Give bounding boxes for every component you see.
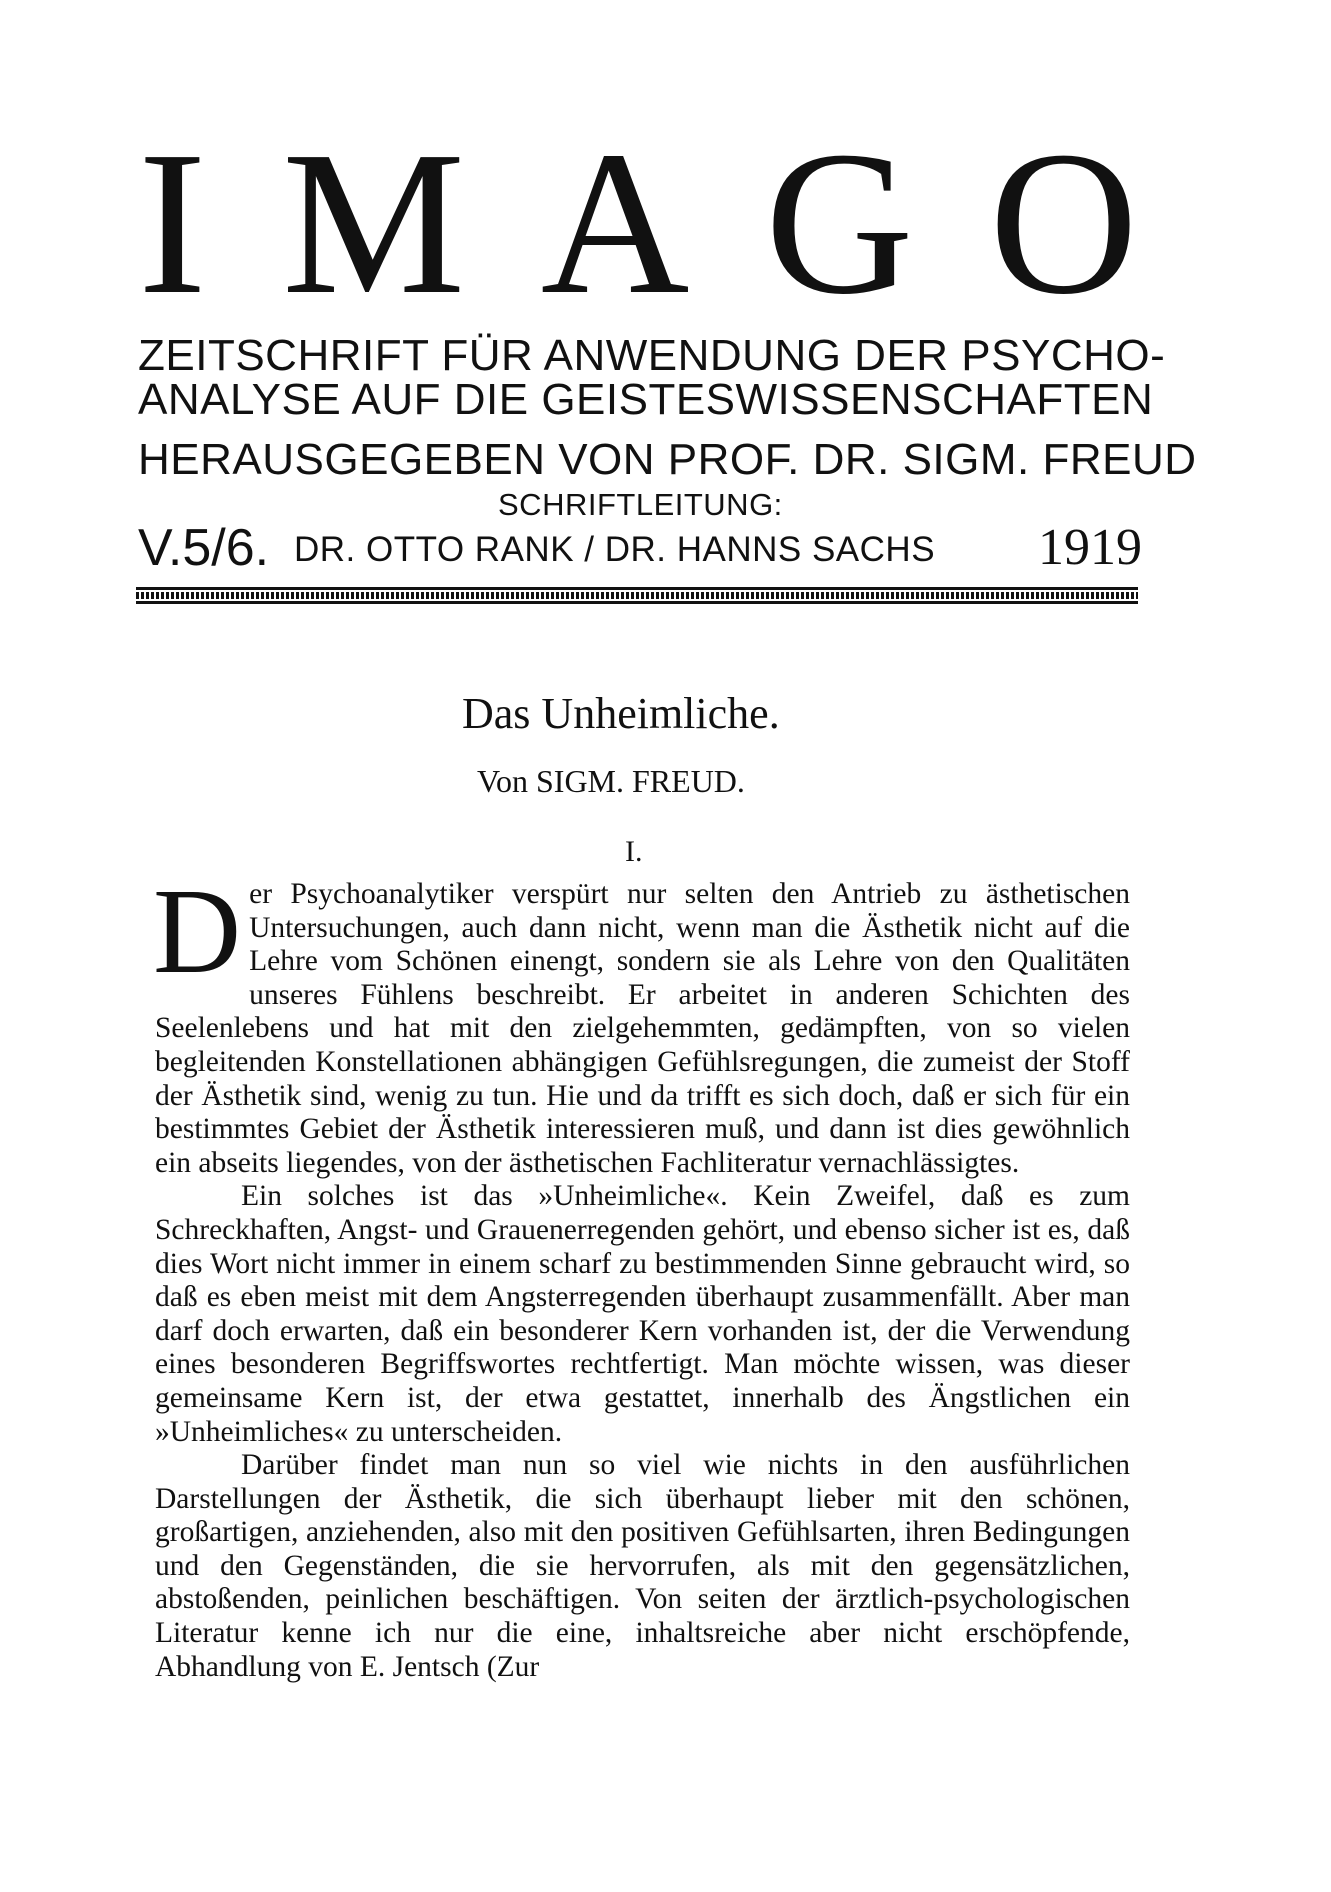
rule-line-bottom xyxy=(136,601,1138,604)
journal-subtitle xyxy=(138,331,1197,484)
schriftleitung-label: SCHRIFTLEITUNG: xyxy=(498,487,783,522)
decorative-rule xyxy=(136,587,1138,605)
rule-pattern-band xyxy=(136,592,1138,599)
title-letter: I xyxy=(138,108,207,337)
subtitle-line-2: ANALYSE AUF DIE GEISTESWISSENSCHAFTEN xyxy=(138,375,1154,424)
editor-line: HERAUSGEGEBEN VON PROF. DR. SIGM. FREUD xyxy=(138,435,1197,484)
paragraph xyxy=(153,864,1130,1180)
article-title: Das Unheimliche. xyxy=(462,689,780,738)
rule-line-top xyxy=(136,587,1138,590)
title-letter: M xyxy=(282,108,466,337)
publication-year: 1919 xyxy=(1038,519,1142,576)
paragraph-text: er Psychoanalytiker verspürt nur selten den Antrieb zu ästhetischen Untersuchungen, auch dann nicht, wenn man die Ästhetik nicht auf die Lehre vom Schönen einengt, sondern sie als Lehre von den Qualitäten unseres Fühlens beschreibt. Er arbeitet in anderen Schichten des Seelenlebens und hat mit den zielgehemmten, gedämpften, von so vielen begleitenden Konstellationen abhängigen Gefühlsregungen, die zumeist der Stoff der Ästhetik sind, wenig zu tun. Hie und da trifft es sich doch, daß er sich für ein bestimmtes Gebiet der Ästhetik interessieren muß, und dann ist dies gewöhnlich ein abseits liegendes, von der ästhetischen Fachliteratur vernachlässigtes. xyxy=(155,878,1130,1179)
article-body xyxy=(153,864,1130,1684)
article-byline: Von SIGM. FREUD. xyxy=(477,763,745,799)
paragraph: Darüber findet man nun so viel wie nichts in den ausführlichen Darstellungen der Ästhetik, die sich überhaupt lieber mit den schönen, großartigen, anziehenden, also mit den positiven Gefühlsarten, ihren Bedingungen und den Gegenständen, die sie hervorrufen, als mit den gegensätzlichen, abstoßenden, peinlichen beschäftigen. Von seiten der ärztlich-psychologischen Literatur kenne ich nur die eine, inhaltsreiche aber nicht erschöpfende, Abhandlung von E. Jentsch (Zur xyxy=(155,1449,1130,1683)
title-letter: A xyxy=(540,108,690,337)
volume-number: V.5/6. xyxy=(138,519,270,577)
journal-title xyxy=(138,108,1138,337)
subtitle-line-1: ZEITSCHRIFT FÜR ANWENDUNG DER PSYCHO- xyxy=(138,331,1166,380)
title-letter: O xyxy=(989,108,1138,337)
paragraph: Ein solches ist das »Unheimliche«. Kein Zweifel, daß es zum Schreckhaften, Angst- und Grauenerregenden gehört, und ebenso sicher ist es, daß dies Wort nicht immer in einem scharf zu bestimmenden Sinne gebraucht wird, so daß es eben meist mit dem Angsterregenden überhaupt zusammenfällt. Aber man darf doch erwarten, daß ein besonderer Kern vorhanden ist, der die Verwendung eines besonderen Begriffswortes rechtfertigt. Man möchte wissen, was dieser gemeinsame Kern ist, der etwa gestattet, innerhalb des Ängstlichen ein »Unheimliches« zu unterscheiden. xyxy=(155,1180,1130,1448)
title-letter: G xyxy=(764,108,914,337)
managing-editors: DR. OTTO RANK / DR. HANNS SACHS xyxy=(294,530,936,569)
section-number: I. xyxy=(625,835,643,868)
drop-cap: D xyxy=(153,864,242,999)
